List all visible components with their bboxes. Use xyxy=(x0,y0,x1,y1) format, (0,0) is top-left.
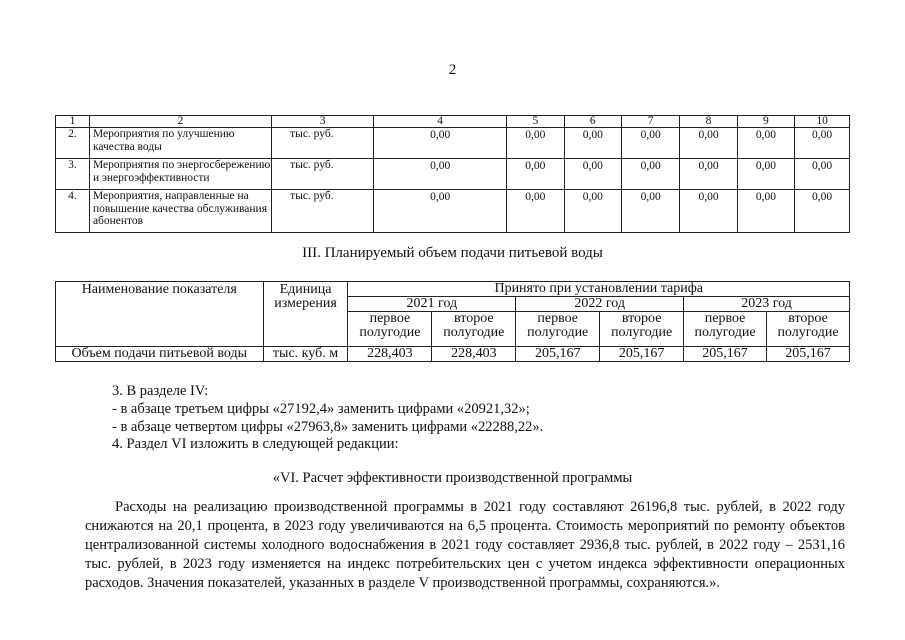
value-cell: 0,00 xyxy=(621,159,679,190)
section-heading: «VI. Расчет эффективности производственной программы xyxy=(272,470,633,486)
value-cell: 0,00 xyxy=(374,128,507,159)
table-row xyxy=(56,128,850,159)
value-cell: 0,00 xyxy=(507,128,564,159)
header-half: первое полугодие xyxy=(684,312,767,347)
header-indicator-name: Наименование показателя xyxy=(56,282,264,347)
measure-name: Мероприятия по улучшению качества воды xyxy=(89,128,271,159)
value-cell: 0,00 xyxy=(507,190,564,233)
paragraph: - в абзаце третьем цифры «27192,4» заменить цифрами «20921,32»; xyxy=(112,401,530,417)
column-number: 8 xyxy=(680,116,737,128)
table-header-row xyxy=(56,116,850,128)
value-cell: 205,167 xyxy=(516,347,600,362)
value-cell: 0,00 xyxy=(795,128,850,159)
column-number: 5 xyxy=(507,116,564,128)
column-number: 4 xyxy=(374,116,507,128)
value-cell: 0,00 xyxy=(680,159,737,190)
value-cell: 0,00 xyxy=(795,159,850,190)
paragraph: - в абзаце четвертом цифры «27963,8» заменить цифрами «22288,22». xyxy=(112,419,544,435)
measure-name: Мероприятия по энергосбережению и энергоэффективности xyxy=(89,159,271,190)
value-cell: 205,167 xyxy=(600,347,684,362)
value-cell: 0,00 xyxy=(621,190,679,233)
column-number: 7 xyxy=(621,116,679,128)
header-half: второе полугодие xyxy=(600,312,684,347)
header-year: 2021 год xyxy=(348,297,516,312)
value-cell: 0,00 xyxy=(564,190,621,233)
table-row xyxy=(56,347,850,362)
value-cell: 0,00 xyxy=(680,128,737,159)
header-year: 2023 год xyxy=(684,297,850,312)
value-cell: 205,167 xyxy=(767,347,850,362)
value-cell: 0,00 xyxy=(737,128,794,159)
row-number: 2. xyxy=(56,128,90,159)
value-cell: 0,00 xyxy=(564,159,621,190)
column-number: 10 xyxy=(795,116,850,128)
paragraph: 4. Раздел VI изложить в следующей редакции: xyxy=(112,436,399,452)
value-cell: 0,00 xyxy=(795,190,850,233)
value-cell: 228,403 xyxy=(348,347,432,362)
page-number: 2 xyxy=(448,62,457,78)
header-half: второе полугодие xyxy=(767,312,850,347)
header-unit: Единица измерения xyxy=(263,282,348,347)
water-supply-table xyxy=(55,281,850,362)
column-number: 9 xyxy=(737,116,794,128)
header-half: второе полугодие xyxy=(432,312,516,347)
value-cell: 0,00 xyxy=(507,159,564,190)
header-year: 2022 год xyxy=(516,297,684,312)
column-number: 3 xyxy=(272,116,374,128)
unit: тыс. руб. xyxy=(272,190,374,233)
section-heading: III. Планируемый объем подачи питьевой воды xyxy=(302,245,603,261)
column-number: 6 xyxy=(564,116,621,128)
value-cell: 205,167 xyxy=(684,347,767,362)
value-cell: 0,00 xyxy=(374,159,507,190)
header-tariff-group: Принято при установлении тарифа xyxy=(348,282,850,297)
unit: тыс. руб. xyxy=(272,128,374,159)
header-half: первое полугодие xyxy=(516,312,600,347)
row-number: 4. xyxy=(56,190,90,233)
value-cell: 0,00 xyxy=(737,159,794,190)
column-number: 2 xyxy=(89,116,271,128)
paragraph: 3. В разделе IV: xyxy=(112,383,209,399)
indicator-name: Объем подачи питьевой воды xyxy=(56,347,264,362)
unit: тыс. руб. xyxy=(272,159,374,190)
body-paragraph: Расходы на реализацию производственной программы в 2021 году составляют 26196,8 тыс. рублей, в 2022 году снижаются на 20,1 процента, в 2023 году увеличиваются на 6,5 процента. Стоимость мероприятий по ремонту объектов централизованной системы холодного водоснабжения в 2021 году составляет 2936,8 тыс. рублей, в 2022 году – 2531,16 тыс. рублей, в 2023 году изменяется на индекс потребительских цен с учетом индекса эффективности операционных расходов. Значения показателей, указанных в разделе V производственной программы, сохраняются.». xyxy=(85,499,845,591)
value-cell: 0,00 xyxy=(564,128,621,159)
value-cell: 228,403 xyxy=(432,347,516,362)
value-cell: 0,00 xyxy=(374,190,507,233)
table-row xyxy=(56,190,850,233)
value-cell: 0,00 xyxy=(737,190,794,233)
measure-name: Мероприятия, направленные на повышение качества обслуживания абонентов xyxy=(89,190,271,233)
table-row xyxy=(56,159,850,190)
column-number: 1 xyxy=(56,116,90,128)
header-half: первое полугодие xyxy=(348,312,432,347)
value-cell: 0,00 xyxy=(680,190,737,233)
row-number: 3. xyxy=(56,159,90,190)
value-cell: 0,00 xyxy=(621,128,679,159)
unit: тыс. куб. м xyxy=(263,347,348,362)
measures-table xyxy=(55,115,850,233)
